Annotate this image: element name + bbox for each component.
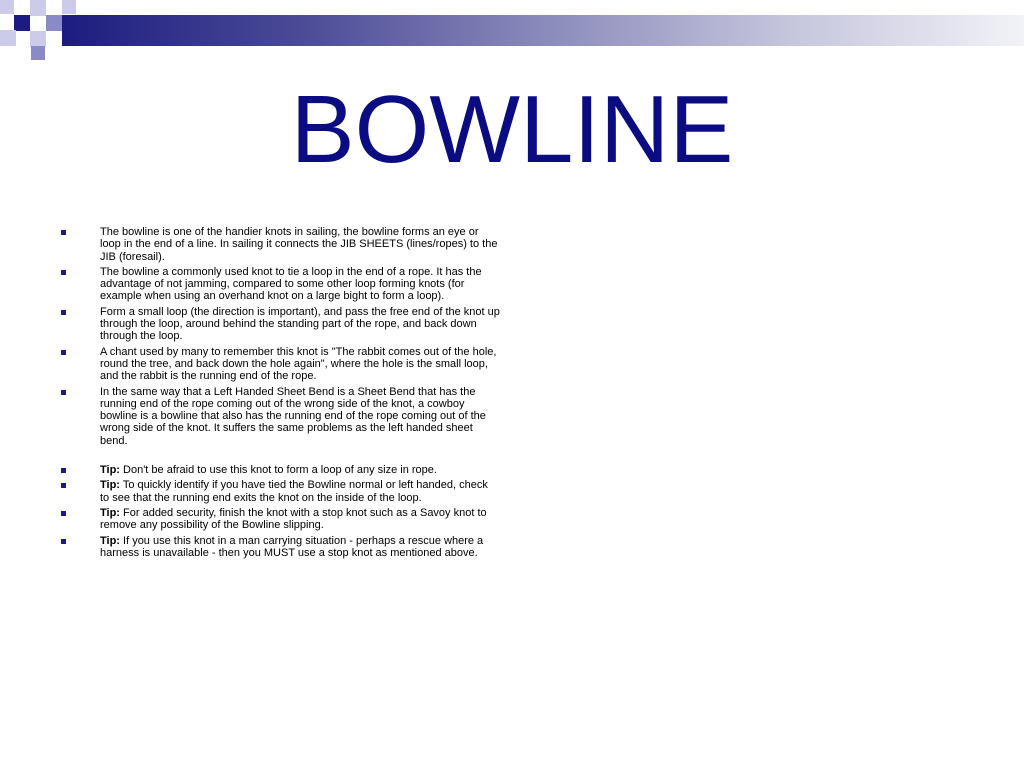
tip-item [60,507,500,532]
bullet-text: Form a small loop (the direction is important), and pass the free end of the knot up through the loop, around behind the standing part of the rope, and back down through the loop. [100,305,500,343]
square-bullet-icon [61,270,66,275]
header-gradient-band [62,15,1024,46]
square-bullet-icon [61,310,66,315]
tip-item [60,464,500,476]
deco-square [62,0,76,14]
tip-label: Tip: [100,506,120,519]
bullet-item [60,386,500,447]
deco-square [0,30,16,46]
square-bullet-icon [61,390,66,395]
square-bullet-icon [61,511,66,516]
deco-square [30,31,46,47]
tip-label: Tip: [100,464,120,477]
bullet-item [60,266,500,303]
bullet-list [60,226,500,562]
deco-square [0,0,14,14]
square-bullet-icon [61,539,66,544]
bullet-text: In the same way that a Left Handed Sheet Bend is a Sheet Bend that has the running end of the rope coming out of the wrong side of the knot, a cowboy bowline is a bowline that also has the running end of the rope coming out of the wrong side of the knot. It suffers the same problems as the left handed sheet bend. [100,385,486,447]
square-bullet-icon [61,350,66,355]
bullet-item [60,306,500,343]
deco-square [31,46,45,60]
square-bullet-icon [61,468,66,473]
tip-label: Tip: [100,534,120,547]
tip-text: Don't be afraid to use this knot to form a loop of any size in rope. [119,464,437,477]
tip-label: Tip: [100,479,120,492]
tip-text: If you use this knot in a man carrying situation - perhaps a rescue where a harness is unavailable - then you MUST use a stop knot as mentioned above. [100,534,484,559]
slide-title: BOWLINE [290,76,734,183]
deco-square [14,15,30,31]
bullet-text: The bowline a commonly used knot to tie a loop in the end of a rope. It has the advantage of not jamming, compared to some other loop forming knots (for example when using an overhand knot on a large bight to form a loop). [100,265,482,303]
tip-item [60,479,500,504]
square-bullet-icon [61,230,66,235]
bullet-text: A chant used by many to remember this knot is "The rabbit comes out of the hole, round the tree, and back down the hole again", where the hole is the small loop, and the rabbit is the running end of the rope. [100,345,497,383]
tip-text: For added security, finish the knot with a stop knot such as a Savoy knot to remove any possibility of the Bowline slipping. [100,506,487,532]
bullet-item [60,346,500,383]
square-bullet-icon [61,483,66,488]
tip-text: To quickly identify if you have tied the Bowline normal or left handed, check to see that the running end exits the knot on the inside of the loop. [100,479,488,504]
bullet-text: The bowline is one of the handier knots in sailing, the bowline forms an eye or loop in the end of a line. In sailing it connects the JIB SHEETS (lines/ropes) to the JIB (foresail). [100,226,498,263]
deco-square [46,15,62,31]
deco-square [30,0,46,16]
bullet-item [60,226,500,263]
tip-item [60,535,500,560]
